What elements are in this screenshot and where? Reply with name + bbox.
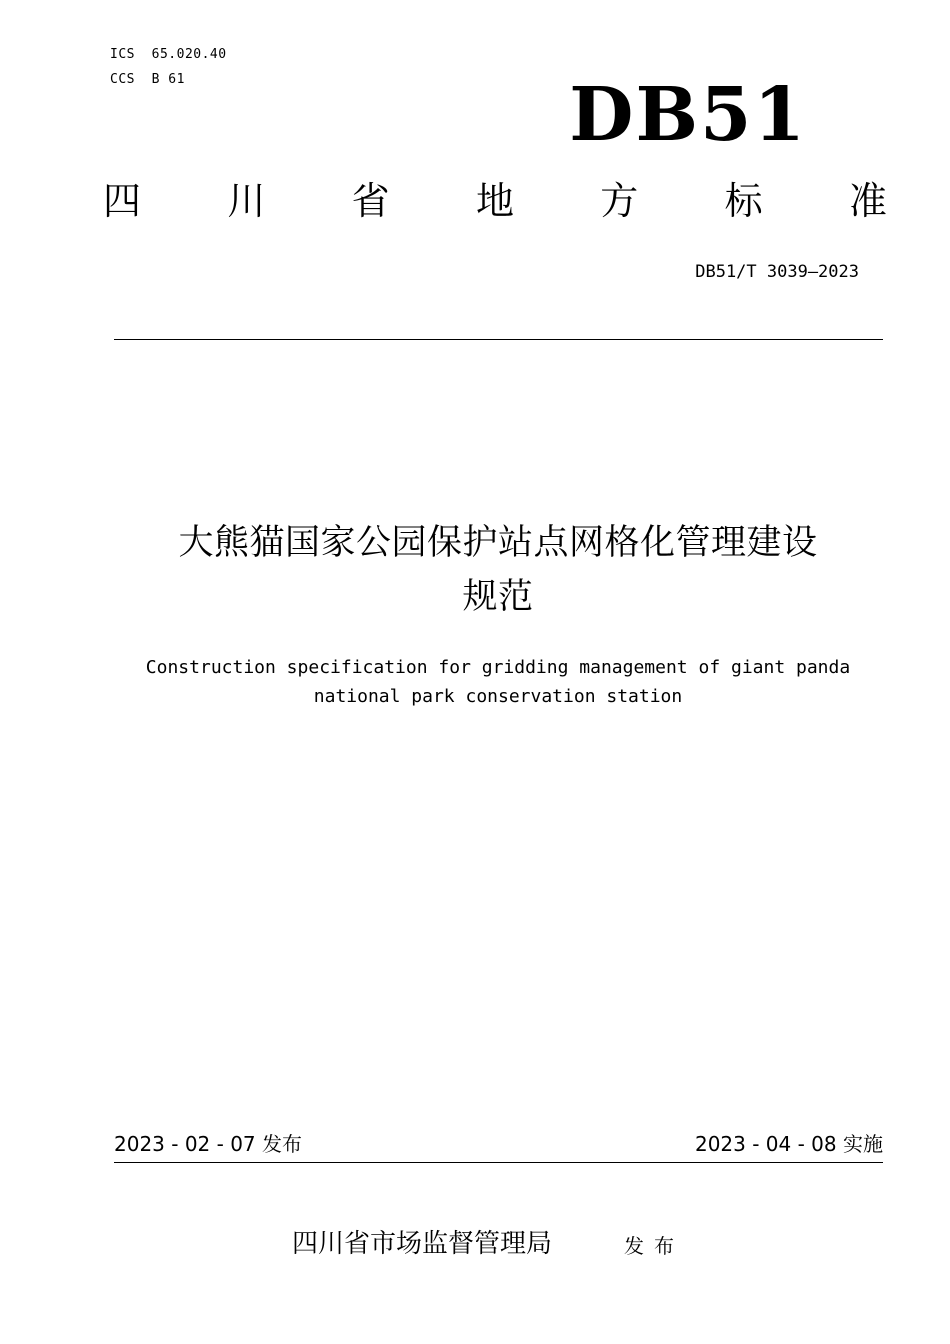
standard-type-char: 地 (475, 179, 514, 223)
ics-code: ICS 65.020.40 (110, 47, 227, 62)
publisher-name: 四川省市场监督管理局 (292, 1229, 553, 1259)
issue-date: 2023 - 02 - 07 发布 (114, 1132, 303, 1156)
standard-type-char: 省 (351, 179, 390, 223)
standard-number: DB51/T 3039—2023 (695, 262, 859, 282)
standard-type-char: 方 (600, 179, 639, 223)
db51-logo: DB51 (569, 72, 807, 158)
standard-type-char: 准 (848, 179, 887, 223)
title-chinese-line-2: 规范 (462, 577, 534, 617)
title-english-line-2: national park conservation station (313, 686, 683, 707)
publish-label: 发布 (624, 1234, 684, 1258)
header-divider (114, 339, 883, 340)
ccs-code: CCS B 61 (110, 72, 185, 87)
standard-type-char: 川 (227, 179, 266, 223)
standard-type-char: 四 (102, 179, 141, 223)
standard-type-heading (100, 179, 890, 223)
title-chinese-line-1: 大熊猫国家公园保护站点网格化管理建设 (178, 523, 818, 563)
footer-divider (114, 1162, 883, 1163)
title-english-line-1: Construction specification for gridding management of giant panda (145, 657, 851, 678)
implementation-date: 2023 - 04 - 08 实施 (694, 1132, 883, 1156)
standard-type-char: 标 (724, 179, 763, 223)
